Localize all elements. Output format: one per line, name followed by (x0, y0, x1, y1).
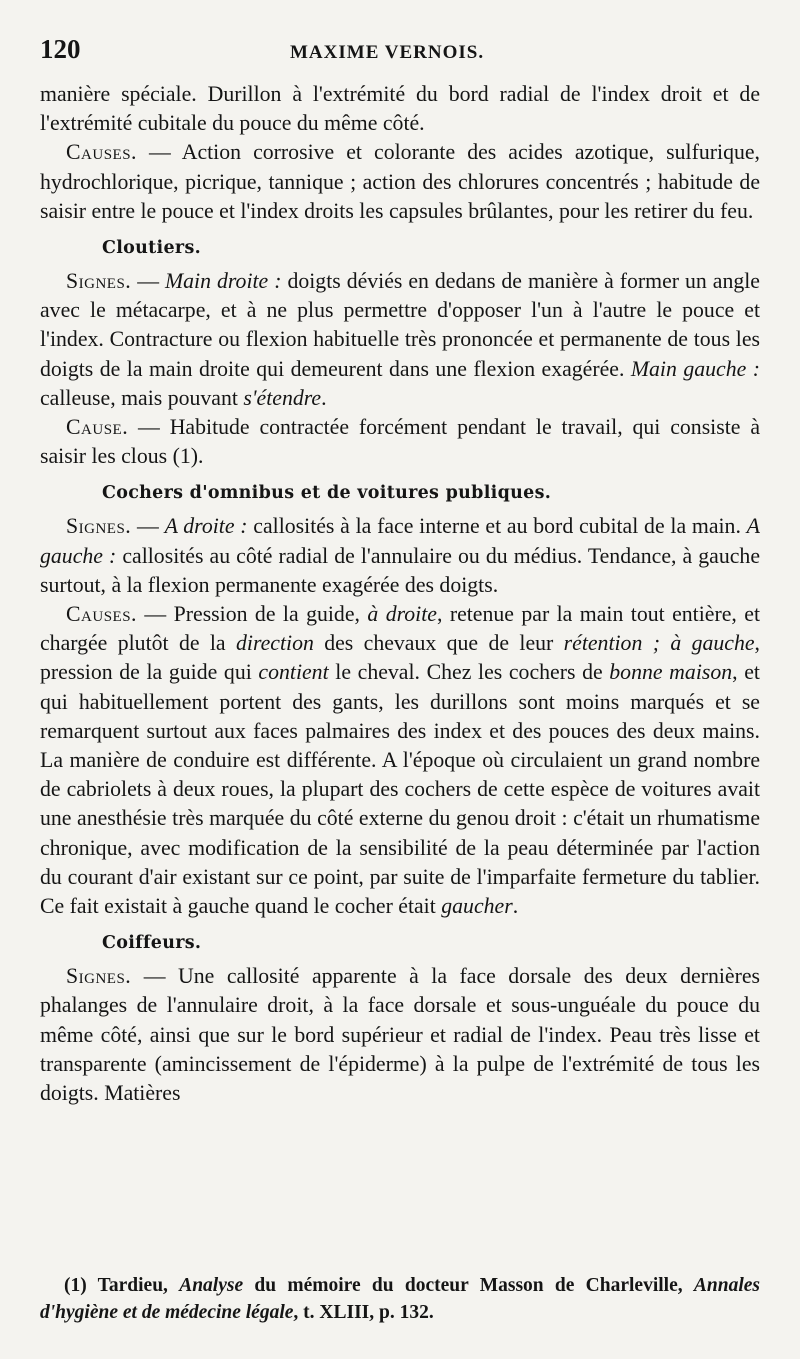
page-header (40, 34, 760, 80)
page-number: 120 (40, 34, 81, 64)
signes-label: Signes. (66, 514, 132, 539)
section-title-cloutiers: Cloutiers. (102, 238, 202, 259)
cochers-signes-paragraph: Signes. — A droite : callosités à la face interne et au bord cubital de la main. A gauche : callosités au côté radial de l'annulaire ou du médius. Tendance, à gauche surtout, à la flexion permanente exagérée des doigts. (40, 514, 760, 597)
signes-label: Signes. (66, 964, 132, 989)
footnote: (1) Tardieu, Analyse du mémoire du docteur Masson de Charleville, Annales d'hygiène et de médecine légale, t. XLIII, p. 132. (40, 1275, 760, 1323)
cloutiers-cause-paragraph: Cause. — Habitude contractée forcément pendant le travail, qui consiste à saisir les clous (1). (40, 415, 760, 469)
coiffeurs-signes-paragraph: Signes. — Une callosité apparente à la face dorsale des deux dernières phalanges de l'annulaire droit, à la face dorsale et sous-unguéale du pouce du même côté, ainsi que sur le bord supérieur et radial de l'index. Peau très lisse et transparente (amincissement de l'épiderme) à la pulpe de l'extrémité de tous les doigts. Matières (40, 964, 760, 1106)
causes-label: Causes. (66, 140, 137, 165)
causes-label: Causes. (66, 602, 137, 627)
signes-label: Signes. (66, 269, 132, 294)
section-title-coiffeurs: Coiffeurs. (102, 933, 202, 954)
running-head: MAXIME VERNOIS. (290, 42, 485, 63)
intro-paragraph: manière spéciale. Durillon à l'extrémité du bord radial de l'index droit et de l'extrémité cubitale du pouce du même côté. (40, 82, 760, 136)
intro-causes-paragraph: Causes. — Action corrosive et colorante des acides azotique, sulfurique, hydrochlorique, picrique, tannique ; action des chlorures concentrés ; habitude de saisir entre le pouce et l'index droits les capsules brûlantes, pour les retirer du feu. (40, 140, 760, 223)
section-title-cochers: Cochers d'omnibus et de voitures publiques. (102, 483, 552, 504)
cause-label: Cause. (66, 415, 129, 440)
body-text (40, 80, 760, 1108)
cloutiers-signes-paragraph: Signes. — Main droite : doigts déviés en dedans de manière à former un angle avec le métacarpe, et à ne plus permettre d'opposer l'un à l'autre le pouce et l'index. Contracture ou flexion habituelle très prononcée et permanente de tous les doigts de la main droite qui demeurent dans une flexion exagérée. Main gauche : calleuse, mais pouvant s'étendre. (40, 269, 760, 410)
cochers-causes-paragraph: Causes. — Pression de la guide, à droite, retenue par la main tout entière, et chargée plutôt de la direction des chevaux que de leur rétention ; à gauche, pression de la guide qui contient le cheval. Chez les cochers de bonne maison, et qui habituellement portent des gants, les durillons sont moins marqués et se remarquent surtout aux faces palmaires des index et des pouces des deux mains. La manière de conduire est différente. A l'époque où circulaient un grand nombre de cabriolets à deux roues, la plupart des cochers de cette espèce de voitures avait une anesthésie très marquée du côté externe du genou droit : c'était un rhumatisme chronique, avec modification de la sensibilité de la peau déterminée par l'action du courant d'air existant sur ce point, par suite de l'imparfaite fermeture du tablier. Ce fait existait à gauche quand le cocher était gaucher. (40, 602, 760, 919)
